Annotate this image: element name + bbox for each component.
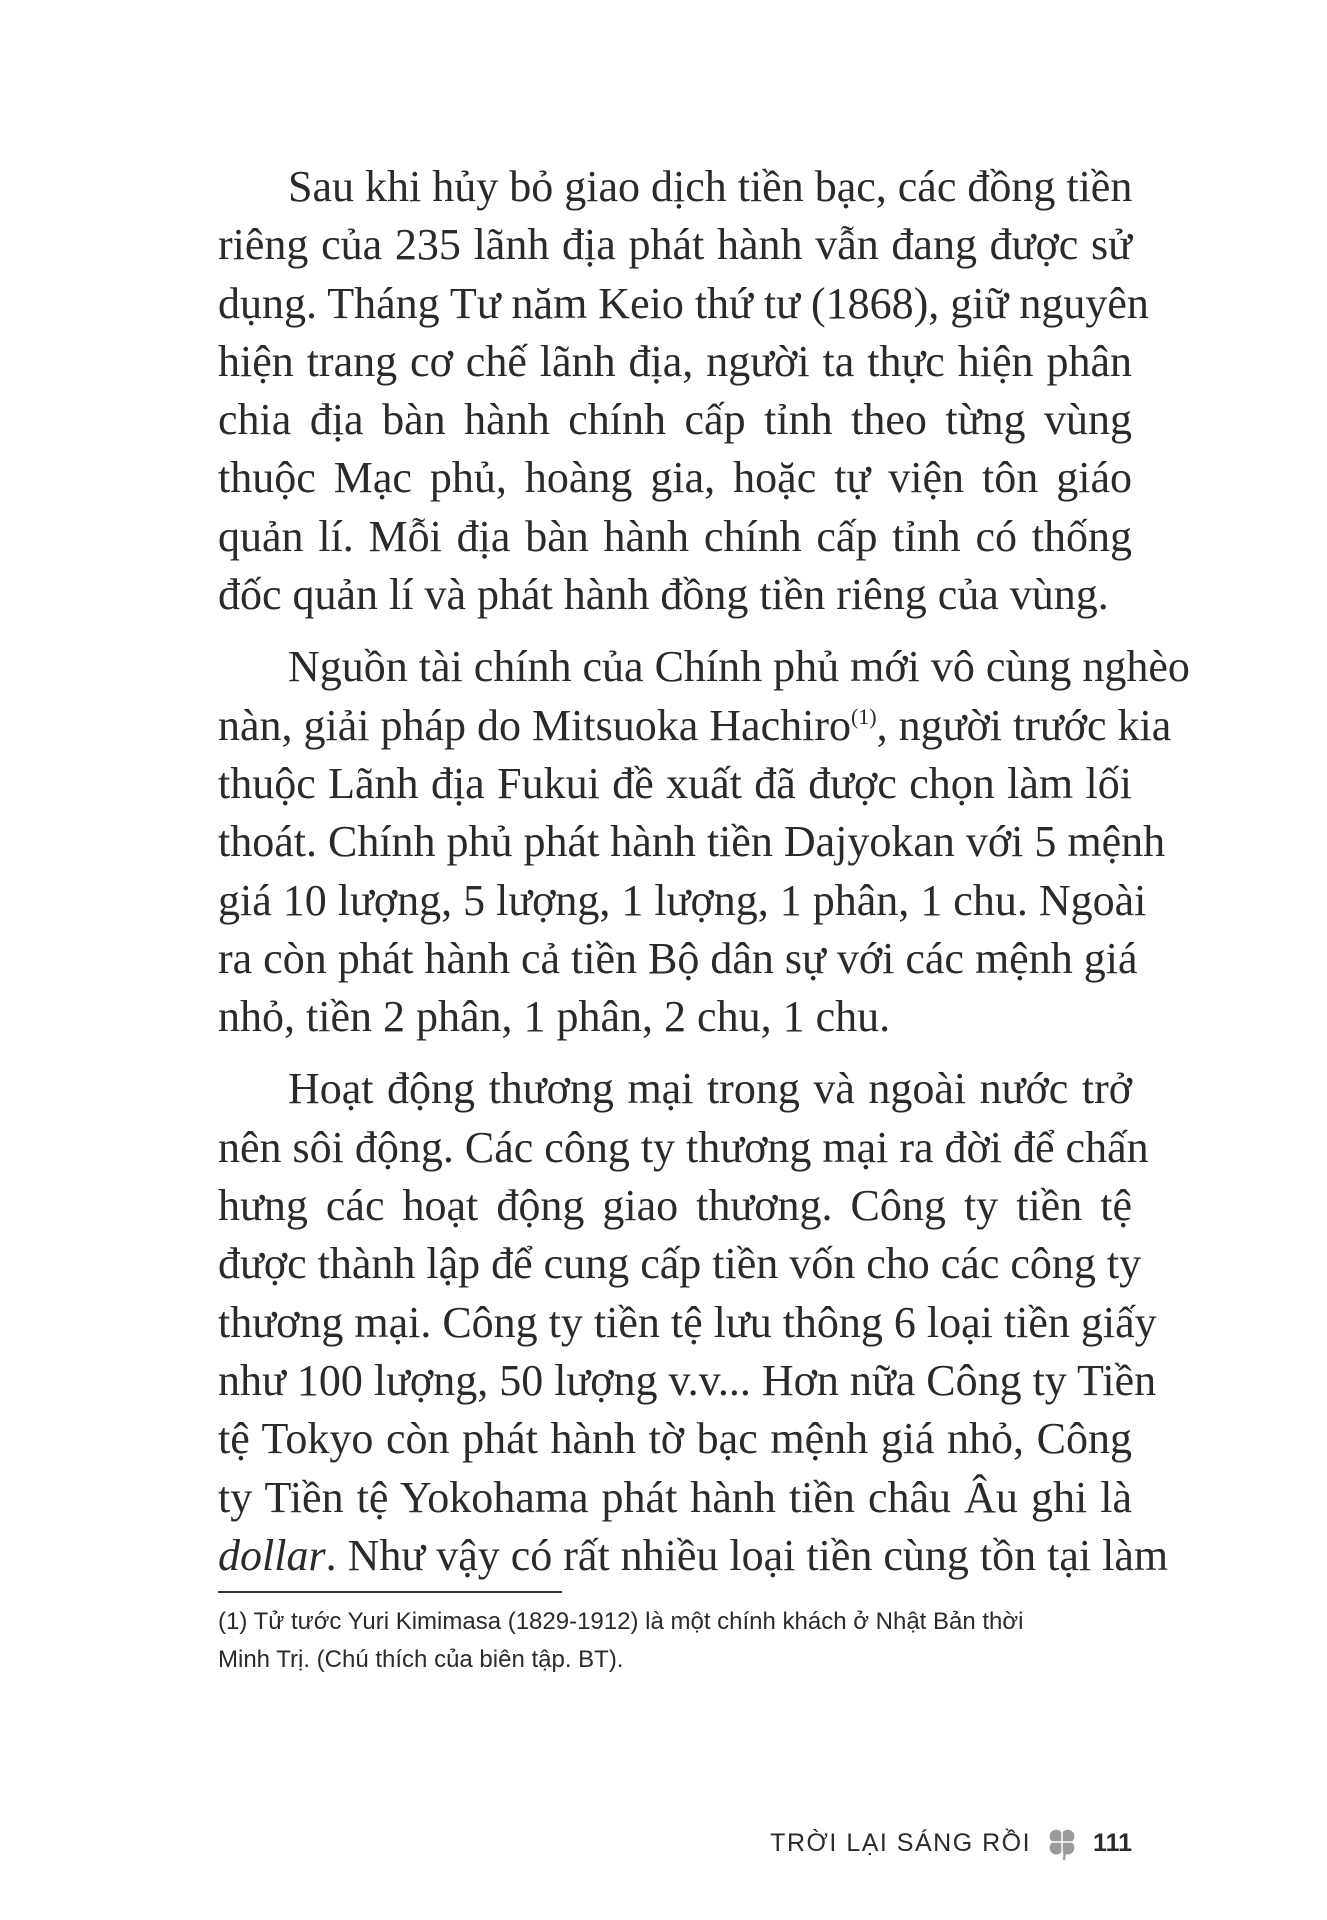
text-line: thương mại. Công ty tiền tệ lưu thông 6 loại tiền giấy [218,1297,1157,1347]
text-line: tệ Tokyo còn phát hành tờ bạc mệnh giá nhỏ, Công [218,1414,1132,1464]
text-line: thuộc Lãnh địa Fukui đề xuất đã được chọn làm lối [218,758,1132,808]
text-segment: nàn, giải pháp do Mitsuoka Hachiro [218,700,851,750]
text-line: nhỏ, tiền 2 phân, 1 phân, 2 chu, 1 chu. [218,992,891,1042]
text-line: dụng. Tháng Tư năm Keio thứ tư (1868), giữ nguyên [218,278,1149,328]
body-text [218,158,1190,1585]
paragraph-2 [218,638,1190,1046]
footnote-line: Minh Trị. (Chú thích của biên tập. BT). [218,1646,624,1673]
text-line: thoát. Chính phủ phát hành tiền Dajyokan với 5 mệnh [218,817,1166,867]
text-line: ra còn phát hành cả tiền Bộ dân sự với các mệnh giá [218,933,1138,983]
text-line: đốc quản lí và phát hành đồng tiền riêng của vùng. [218,570,1109,620]
text-line: Hoạt động thương mại trong và ngoài nước trở [288,1064,1132,1114]
text-segment: , người trước kia [876,700,1172,750]
text-line: hưng các hoạt động giao thương. Công ty tiền tệ [218,1181,1132,1231]
footnote-reference[interactable]: (1) [850,703,877,729]
text-line [218,1527,1169,1585]
footnote [218,1603,1132,1679]
text-line: riêng của 235 lãnh địa phát hành vẫn đang được sử [218,220,1132,270]
text-line: ty Tiền tệ Yokohama phát hành tiền châu Âu ghi là [218,1472,1132,1522]
text-line [218,697,1172,755]
text-line: như 100 lượng, 50 lượng v.v... Hơn nữa Công ty Tiền [218,1355,1157,1405]
page-footer [770,1818,1132,1868]
italic-term: dollar [218,1530,326,1580]
text-line: hiện trang cơ chế lãnh địa, người ta thực hiện phân [218,336,1132,386]
text-line: giá 10 lượng, 5 lượng, 1 lượng, 1 phân, 1 chu. Ngoài [218,875,1147,925]
text-line: được thành lập để cung cấp tiền vốn cho các công ty [218,1239,1142,1289]
clover-icon [1043,1824,1081,1862]
text-line: Nguồn tài chính của Chính phủ mới vô cùng nghèo [288,642,1190,692]
page-number: 111 [1093,1828,1132,1857]
text-line: chia địa bàn hành chính cấp tỉnh theo từng vùng [218,395,1132,445]
book-title: TRỜI LẠI SÁNG RỒI [770,1828,1032,1857]
footnote-line: (1) Tử tước Yuri Kimimasa (1829-1912) là một chính khách ở Nhật Bản thời [218,1608,1024,1635]
text-segment: . Như vậy có rất nhiều loại tiền cùng tồn tại làm [325,1530,1169,1580]
paragraph-3 [218,1060,1169,1585]
text-line: quản lí. Mỗi địa bàn hành chính cấp tỉnh có thống [218,511,1132,561]
footnote-divider [218,1591,562,1593]
text-line: thuộc Mạc phủ, hoàng gia, hoặc tự viện tôn giáo [218,453,1132,503]
text-line: Sau khi hủy bỏ giao dịch tiền bạc, các đồng tiền [288,162,1133,211]
paragraph-1 [218,158,1149,624]
text-line: nên sôi động. Các công ty thương mại ra đời để chấn [218,1122,1149,1172]
